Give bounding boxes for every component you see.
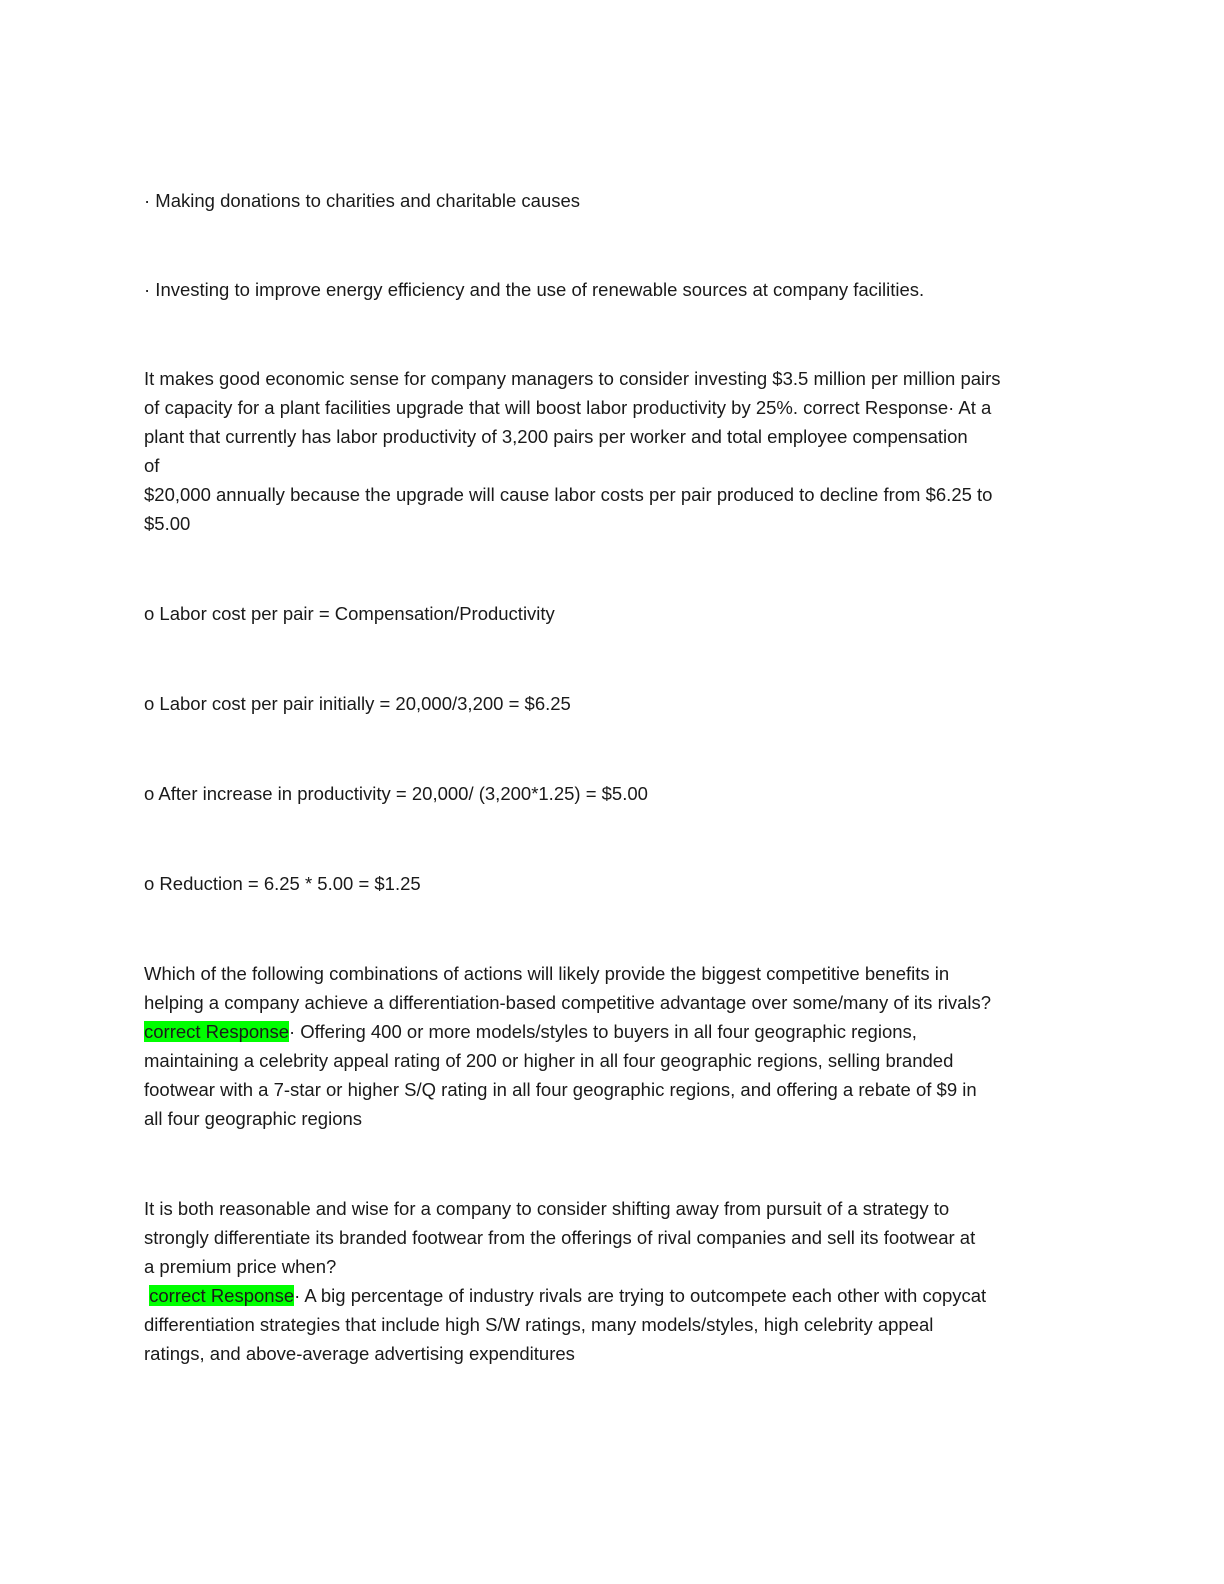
paragraph-line: It makes good economic sense for company managers to consider investing $3.5 million per million pairs: [144, 368, 1001, 389]
paragraph-line: maintaining a celebrity appeal rating of 200 or higher in all four geographic regions, selling branded: [144, 1050, 954, 1071]
paragraph-line: a premium price when?: [144, 1256, 337, 1277]
bullet-energy-text: · Investing to improve energy efficiency and the use of renewable sources at company facilities.: [144, 279, 925, 300]
paragraph-line: ratings, and above-average advertising expenditures: [144, 1343, 575, 1364]
calc-after-text: o After increase in productivity = 20,000/ (3,200*1.25) = $5.00: [144, 783, 648, 804]
paragraph-line: Which of the following combinations of actions will likely provide the biggest competitive benefits in: [144, 963, 950, 984]
calc-reduction-text: o Reduction = 6.25 * 5.00 = $1.25: [144, 873, 421, 894]
paragraph-line: plant that currently has labor productivity of 3,200 pairs per worker and total employee compensation: [144, 426, 968, 447]
calc-after: [144, 779, 1064, 808]
calc-initial-text: o Labor cost per pair initially = 20,000/3,200 = $6.25: [144, 693, 571, 714]
calc-reduction: [144, 869, 1064, 898]
answer-first-line: [144, 1017, 1064, 1046]
calc-formula-text: o Labor cost per pair = Compensation/Productivity: [144, 603, 555, 624]
question-differentiation-paragraph: [144, 959, 1064, 1133]
correct-response-highlight: correct Response: [144, 1021, 289, 1042]
paragraph-line: all four geographic regions: [144, 1108, 363, 1129]
paragraph-line: footwear with a 7-star or higher S/Q rating in all four geographic regions, and offering a rebate of $9 in: [144, 1079, 977, 1100]
paragraph-line: It is both reasonable and wise for a company to consider shifting away from pursuit of a strategy to: [144, 1198, 950, 1219]
paragraph-line: of: [144, 455, 160, 476]
bullet-donations: [144, 186, 1064, 215]
question-shift-strategy-paragraph: [144, 1194, 1064, 1368]
answer-text: · A big percentage of industry rivals are trying to outcompete each other with copycat: [294, 1285, 987, 1306]
correct-response-highlight: correct Response: [149, 1285, 295, 1306]
answer-first-line: [144, 1281, 1064, 1310]
paragraph-line: differentiation strategies that include high S/W ratings, many models/styles, high celebrity appeal: [144, 1314, 934, 1335]
calc-initial: [144, 689, 1064, 718]
bullet-donations-text: · Making donations to charities and charitable causes: [144, 190, 581, 211]
bullet-energy: [144, 275, 1064, 304]
question-investment-paragraph: [144, 364, 1064, 538]
calc-formula: [144, 599, 1064, 628]
paragraph-line: helping a company achieve a differentiation-based competitive advantage over some/many of its rivals?: [144, 992, 992, 1013]
answer-text: · Offering 400 or more models/styles to buyers in all four geographic regions,: [288, 1021, 917, 1042]
paragraph-line: $5.00: [144, 513, 191, 534]
paragraph-line: of capacity for a plant facilities upgrade that will boost labor productivity by 25%. correct Response· At a: [144, 397, 992, 418]
document-content: [144, 186, 1064, 1368]
paragraph-line: strongly differentiate its branded footwear from the offerings of rival companies and sell its footwear at: [144, 1227, 976, 1248]
paragraph-line: $20,000 annually because the upgrade will cause labor costs per pair produced to decline from $6.25 to: [144, 484, 993, 505]
